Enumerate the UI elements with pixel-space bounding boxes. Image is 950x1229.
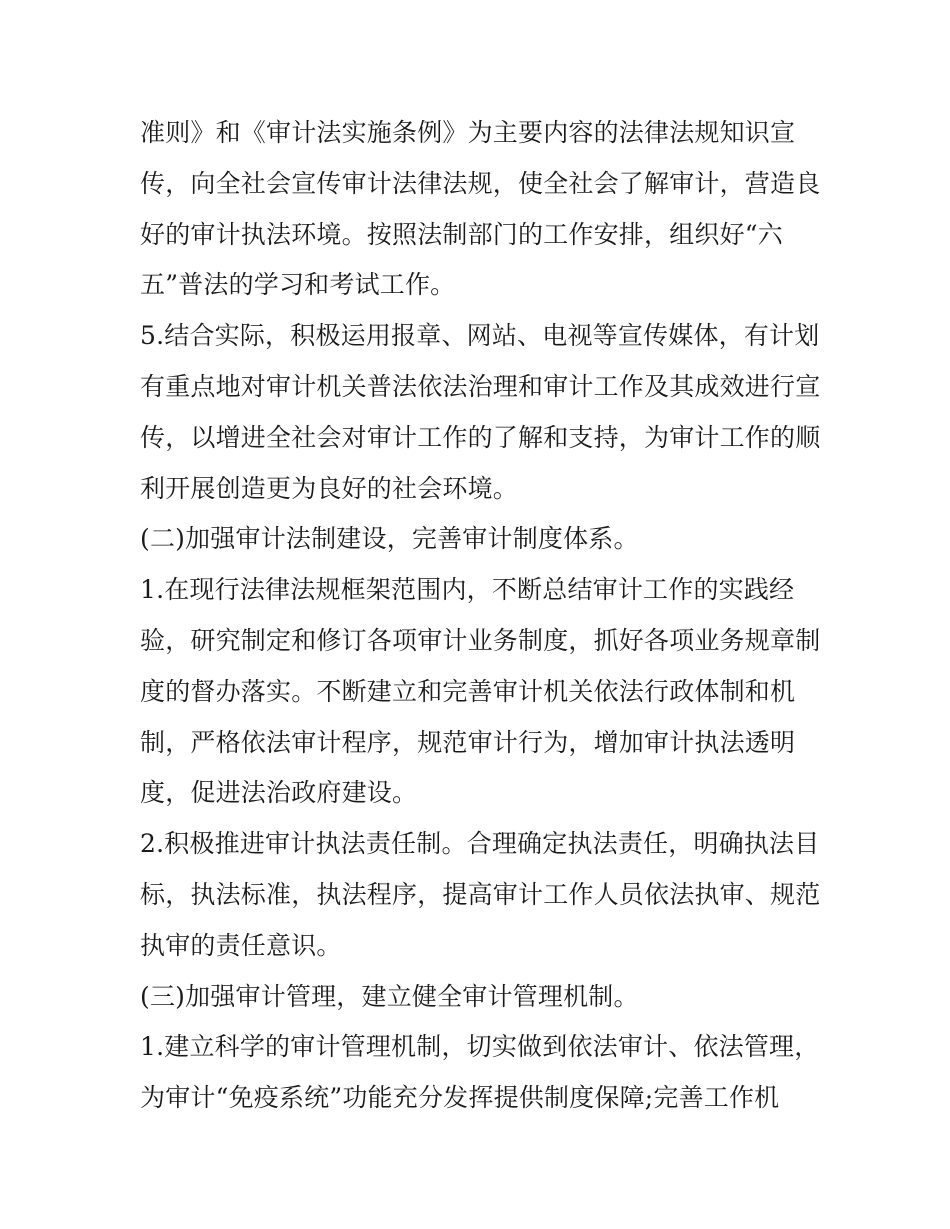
text-line: 有重点地对审计机关普法依法治理和审计工作及其成效进行宣 bbox=[140, 371, 821, 401]
text-line: 为审计“免疫系统”功能充分发挥提供制度保障;完善工作机 bbox=[140, 1083, 780, 1113]
text-line: 5.结合实际，积极运用报章、网站、电视等宣传媒体，有计划 bbox=[140, 321, 820, 351]
text-line: 五”普法的学习和考试工作。 bbox=[140, 270, 456, 300]
document-body bbox=[140, 108, 830, 1124]
text-line: 1.建立科学的审计管理机制，切实做到依法审计、依法管理， bbox=[140, 1032, 820, 1062]
text-line: 验，研究制定和修订各项审计业务制度，抓好各项业务规章制 bbox=[140, 625, 821, 655]
text-line: 标，执法标准，执法程序，提高审计工作人员依法执审、规范 bbox=[140, 879, 821, 909]
text-line: 2.积极推进审计执法责任制。合理确定执法责任，明确执法目 bbox=[140, 829, 820, 859]
text-line: 度，促进法治政府建设。 bbox=[140, 778, 418, 808]
text-line: 利开展创造更为良好的社会环境。 bbox=[140, 473, 519, 503]
text-line: 1.在现行法律法规框架范围内，不断总结审计工作的实践经 bbox=[140, 575, 795, 605]
section-heading: (二)加强审计法制建设，完善审计制度体系。 bbox=[140, 524, 639, 554]
text-line: 执审的责任意识。 bbox=[140, 930, 342, 960]
text-line: 制，严格依法审计程序，规范审计行为，增加审计执法透明 bbox=[140, 727, 796, 757]
text-line: 传，以增进全社会对审计工作的了解和支持，为审计工作的顺 bbox=[140, 422, 821, 452]
text-line: 度的督办落实。不断建立和完善审计机关依法行政体制和机 bbox=[140, 676, 796, 706]
text-line: 准则》和《审计法实施条例》为主要内容的法律法规知识宣 bbox=[140, 118, 796, 147]
text-line: 传，向全社会宣传审计法律法规，使全社会了解审计，营造良 bbox=[140, 168, 821, 198]
section-heading: (三)加强审计管理，建立健全审计管理机制。 bbox=[140, 981, 639, 1011]
text-line: 好的审计执法环境。按照法制部门的工作安排，组织好“六 bbox=[140, 219, 783, 249]
